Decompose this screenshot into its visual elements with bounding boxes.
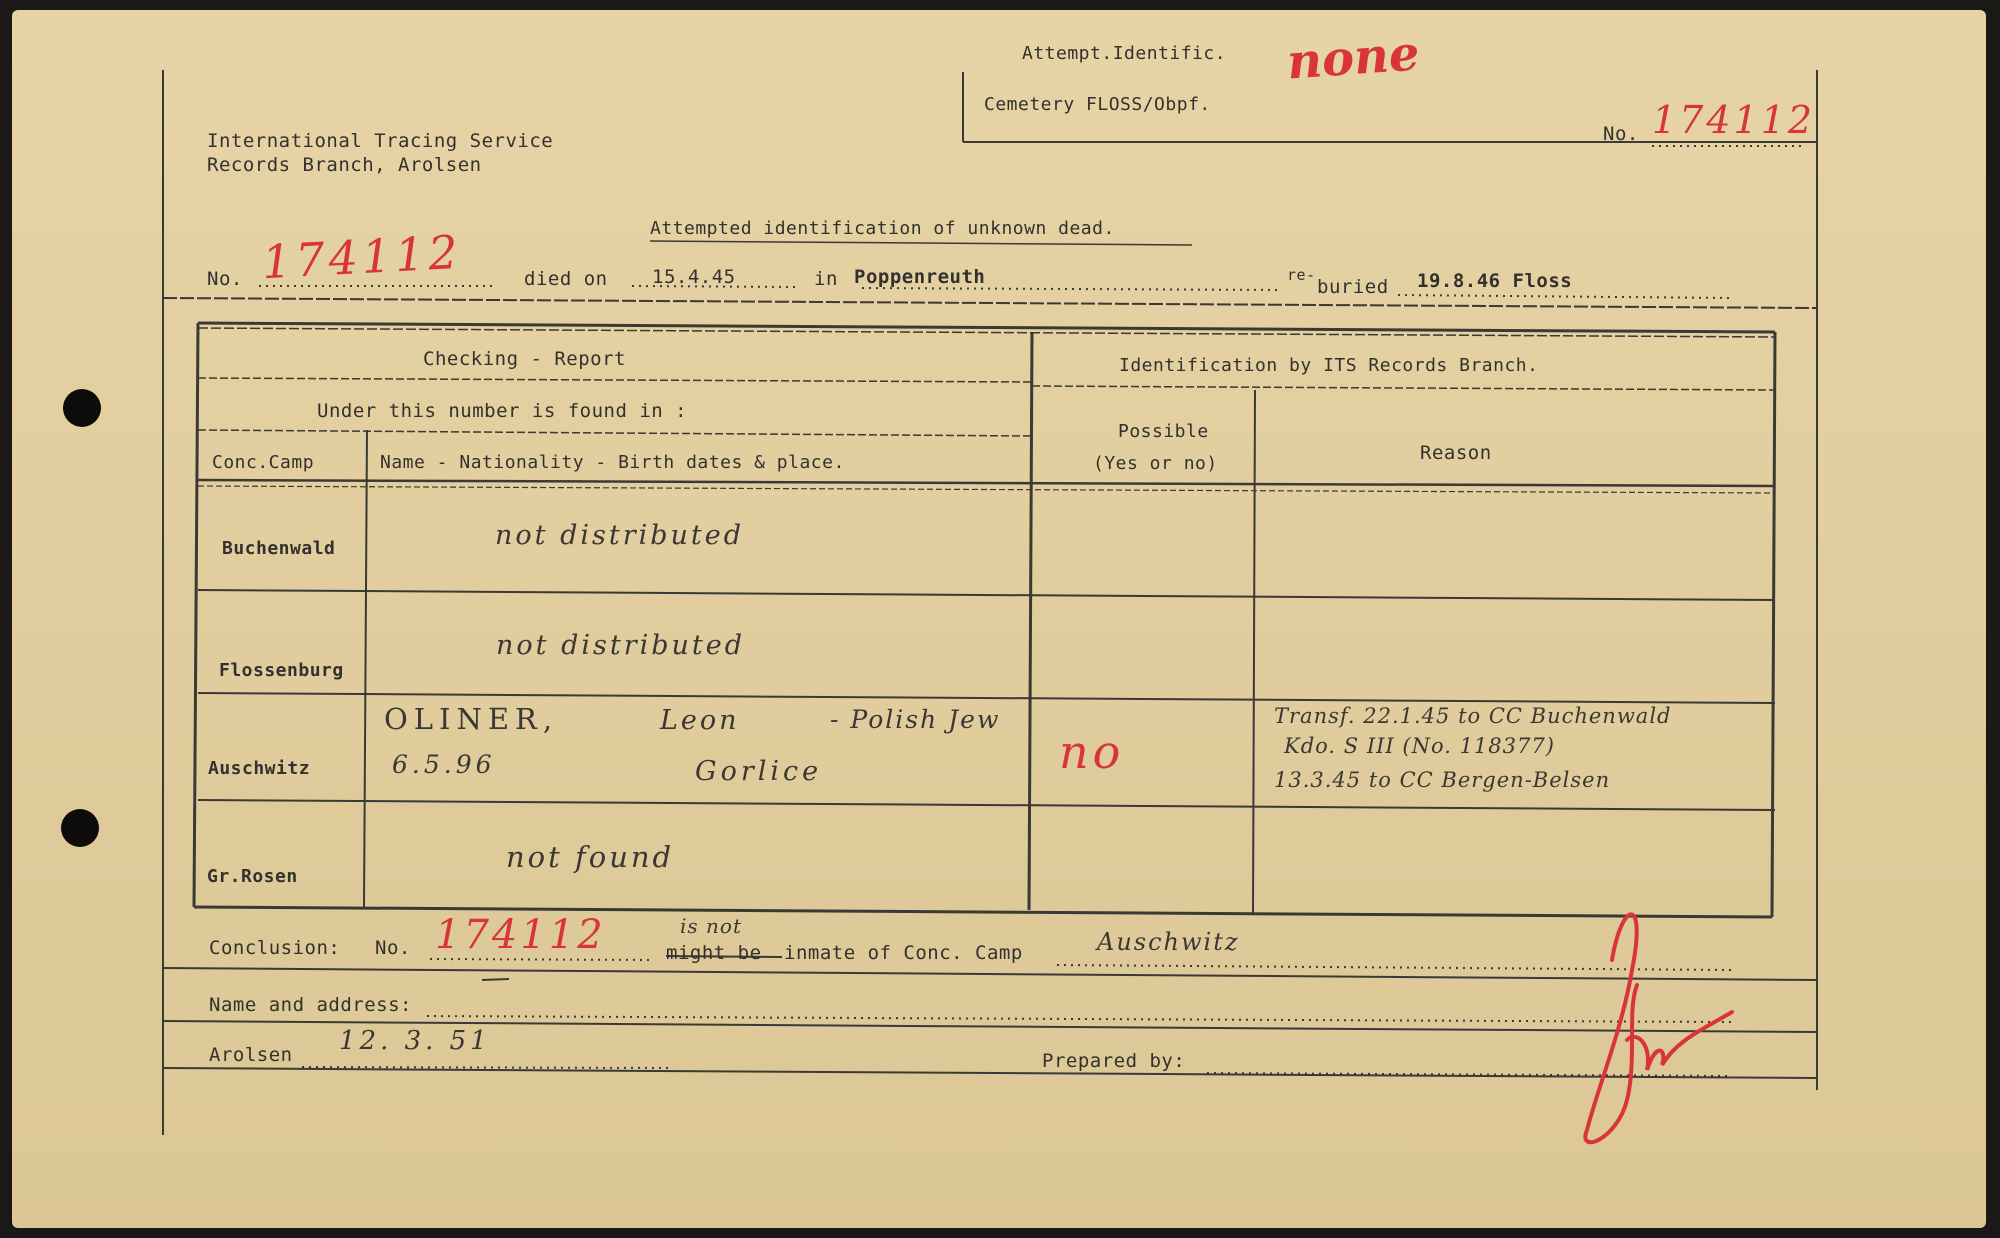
buchenwald-entry: not distributed (495, 520, 745, 551)
possible-header: Possible (1118, 421, 1209, 442)
auschwitz-nationality: - Polish Jew (830, 705, 1001, 734)
in-label: in (814, 268, 838, 290)
reburied-prefix: re- (1287, 266, 1316, 284)
auschwitz-possible: no (1059, 725, 1125, 779)
died-label: died on (524, 268, 608, 290)
name-nationality-header: Name - Nationality - Birth dates & place. (380, 452, 845, 473)
header-number-value: 174112 (1652, 98, 1816, 142)
attempt-value: none (1285, 25, 1422, 91)
conclusion-correction: is not (680, 914, 742, 938)
flossenburg-entry: not distributed (496, 630, 746, 661)
footer-date: 12. 3. 51 (339, 1026, 491, 1056)
conclusion-no-value: 174112 (435, 912, 606, 958)
card-title: Attempted identification of unknown dead. (650, 218, 1115, 239)
camp-flossenburg: Flossenburg (219, 660, 344, 681)
header-number-label: No. (1603, 123, 1639, 145)
auschwitz-reason-line1: Transf. 22.1.45 to CC Buchenwald (1274, 704, 1672, 728)
prepared-by-label: Prepared by: (1042, 1050, 1186, 1072)
record-no-value: 174112 (260, 224, 463, 290)
auschwitz-reason-line2: Kdo. S III (No. 118377) (1284, 734, 1555, 758)
org-name: International Tracing Service (207, 130, 554, 152)
reburied-label: buried (1317, 276, 1389, 298)
yes-or-no-header: (Yes or no) (1093, 453, 1218, 474)
attempt-label: Attempt.Identific. (1022, 43, 1227, 64)
auschwitz-firstname: Leon (660, 705, 740, 736)
reason-header: Reason (1420, 442, 1492, 464)
conclusion-no-label: No. (375, 937, 411, 959)
death-place: Poppenreuth (854, 266, 986, 288)
camp-gross-rosen: Gr.Rosen (207, 866, 298, 887)
reburied-value: 19.8.46 Floss (1417, 270, 1573, 292)
record-no-label: No. (207, 268, 243, 290)
auschwitz-birthplace: Gorlice (695, 756, 823, 787)
conclusion-struck-text: might be (666, 942, 762, 964)
checking-report-heading: Checking - Report (423, 348, 626, 370)
conclusion-rest: inmate of Conc. Camp (784, 942, 1023, 964)
gross-rosen-entry: not found (506, 840, 675, 874)
auschwitz-birthdate: 6.5.96 (392, 750, 496, 779)
auschwitz-reason-line3: 13.3.45 to CC Bergen-Belsen (1274, 768, 1611, 792)
signature-icon (1527, 890, 1757, 1150)
org-branch: Records Branch, Arolsen (207, 154, 482, 176)
auschwitz-surname: OLINER, (384, 702, 559, 736)
tracing-card (12, 10, 1986, 1228)
conc-camp-header: Conc.Camp (212, 452, 315, 473)
identification-heading: Identification by ITS Records Branch. (1119, 355, 1539, 376)
footer-place: Arolsen (209, 1044, 293, 1066)
conclusion-camp: Auschwitz (1097, 928, 1240, 956)
found-in-subheading: Under this number is found in : (317, 400, 688, 422)
camp-auschwitz: Auschwitz (208, 758, 311, 779)
died-date: 15.4.45 (652, 266, 736, 288)
conclusion-label: Conclusion: (209, 937, 341, 959)
camp-buchenwald: Buchenwald (222, 538, 336, 559)
cemetery-label: Cemetery FLOSS/Obpf. (984, 94, 1211, 115)
name-address-label: Name and address: (209, 994, 412, 1016)
